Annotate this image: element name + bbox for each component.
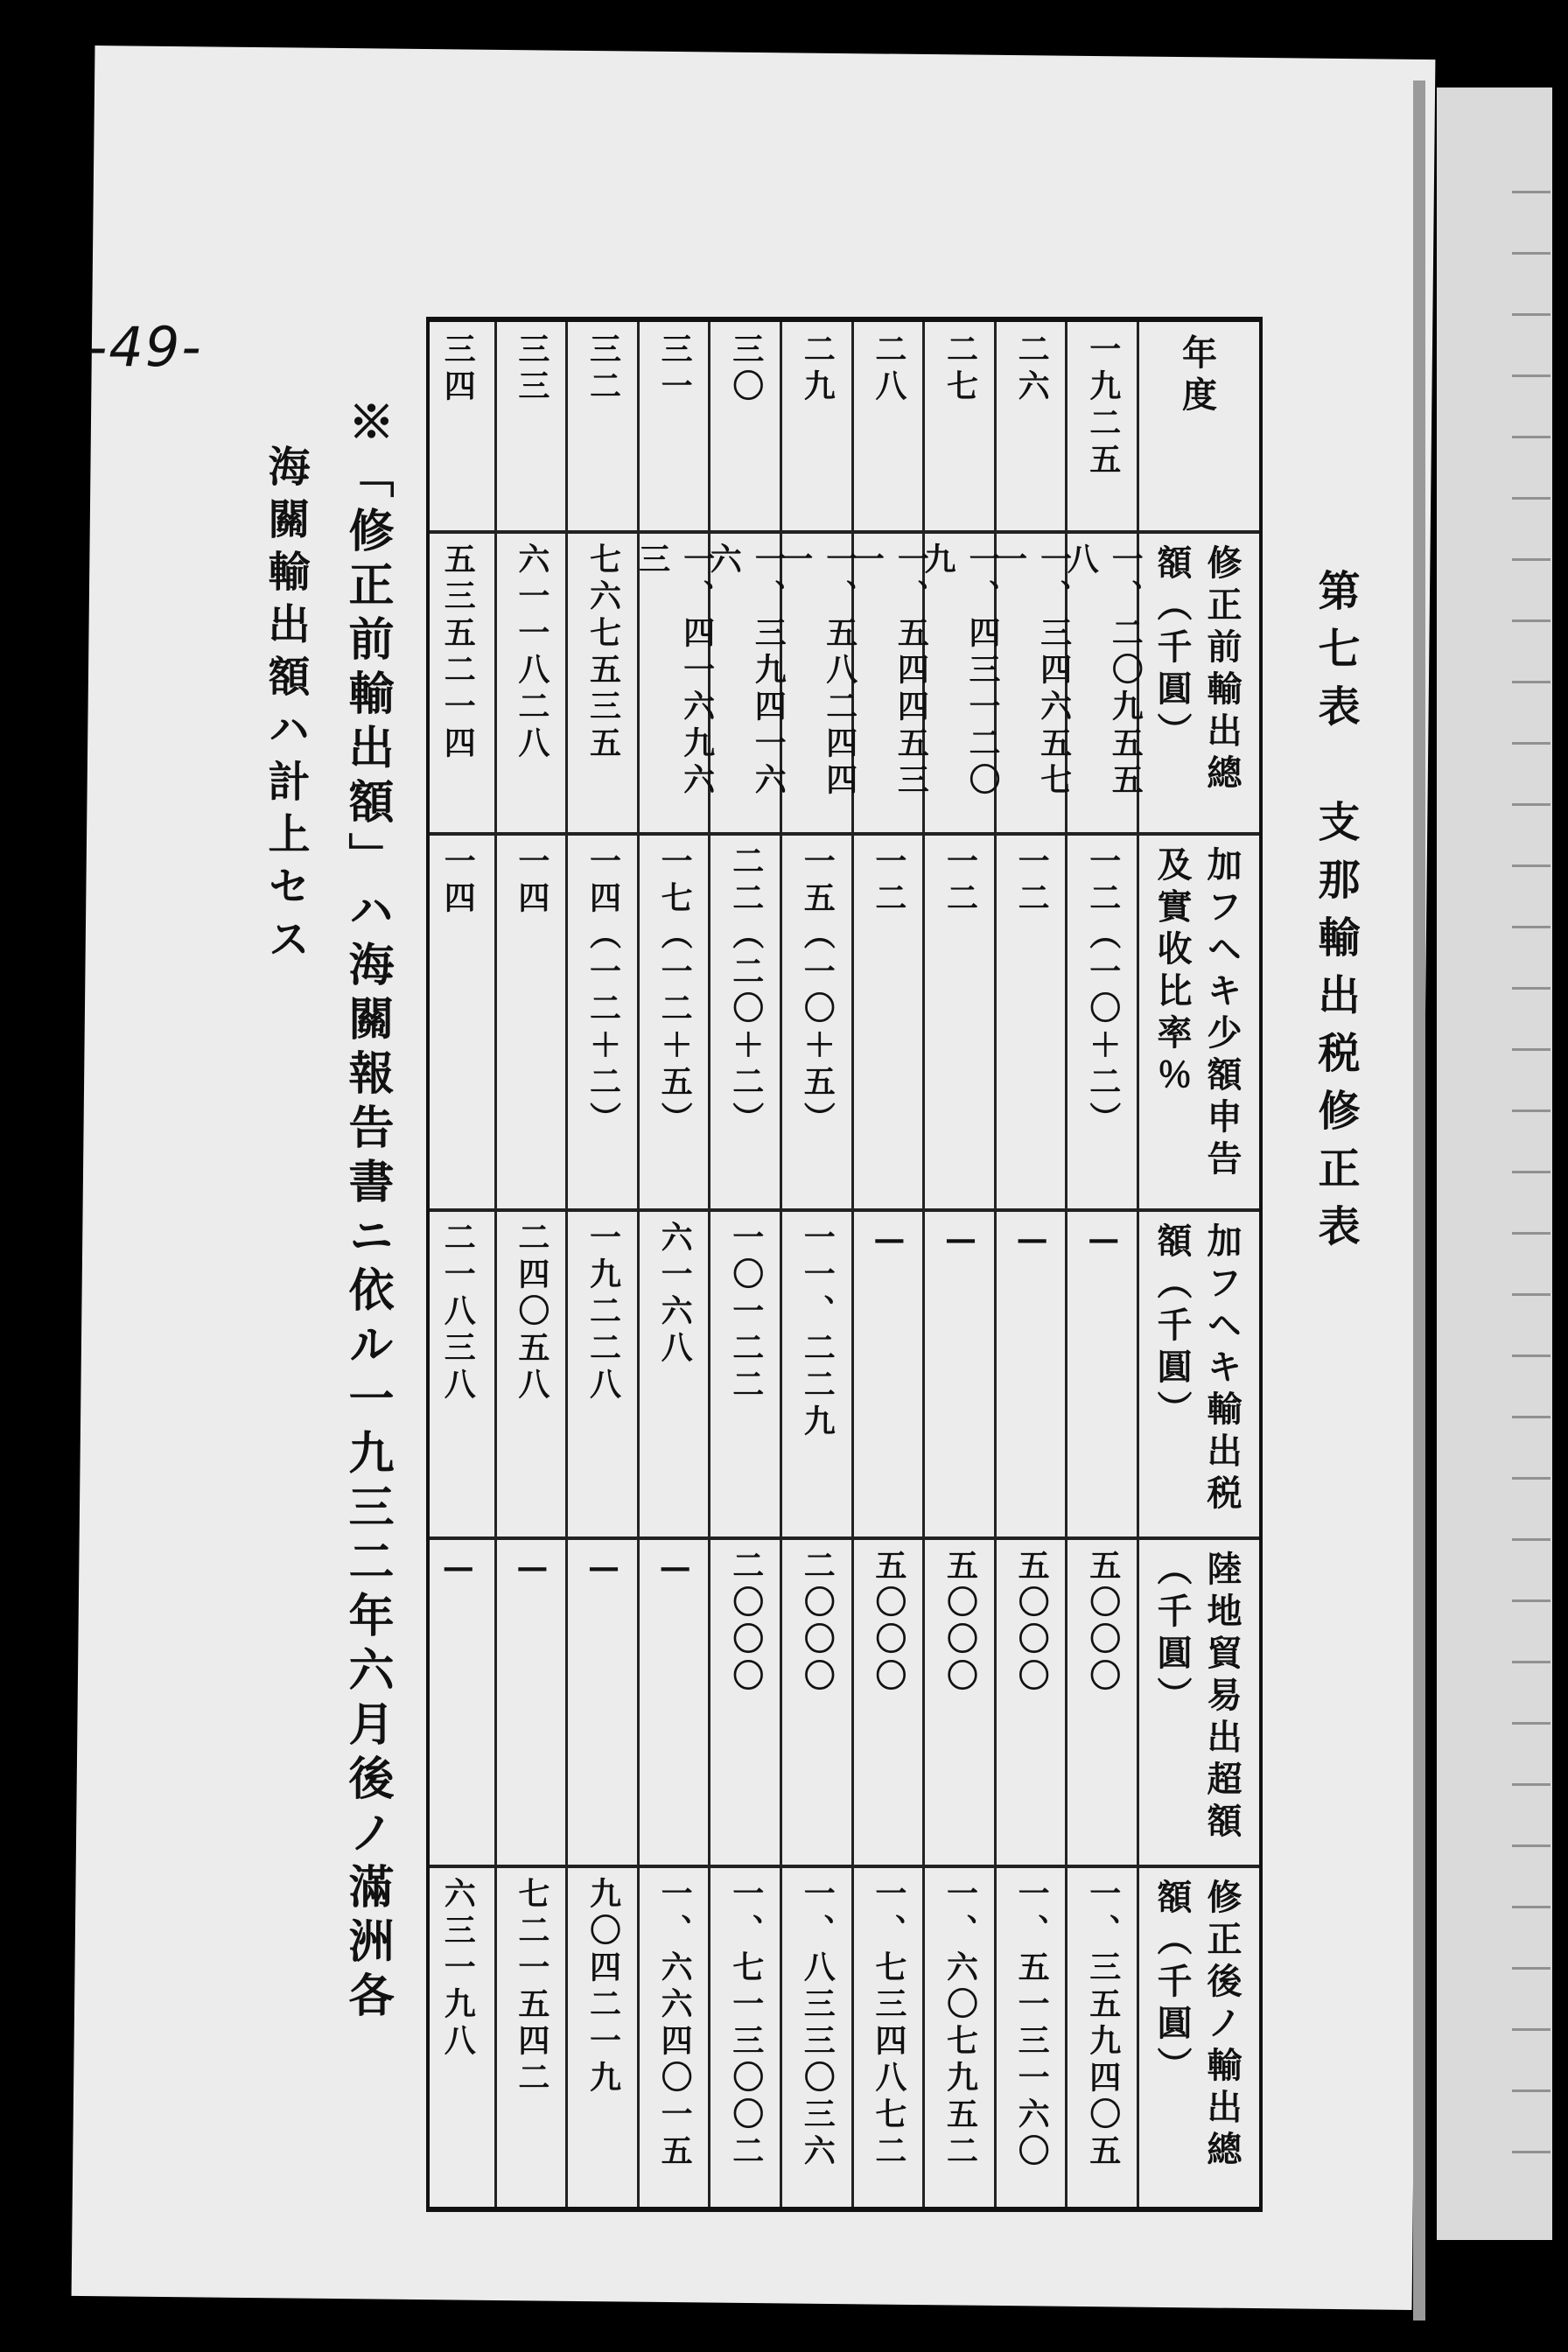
cell-value: 一四 bbox=[513, 844, 550, 918]
cell-value: 一九二五 bbox=[1084, 332, 1122, 480]
table-cell-added-tax bbox=[1068, 1221, 1139, 1531]
cell-value: — bbox=[514, 1549, 551, 1591]
table-cell-year bbox=[782, 332, 854, 525]
table-cell-year bbox=[997, 332, 1068, 525]
cell-value: 一、三九四一六六 bbox=[705, 542, 788, 800]
cell-value: 三二 bbox=[584, 332, 622, 406]
table-cell-pre-total bbox=[919, 542, 1001, 827]
table-cell-added-tax bbox=[997, 1221, 1068, 1531]
cell-value: 一二 bbox=[942, 844, 979, 918]
cell-value: 一四（一二＋二） bbox=[584, 844, 622, 1138]
table-cell-post-total bbox=[640, 1877, 711, 2200]
cell-value: 二九 bbox=[799, 332, 836, 406]
cell-value: — bbox=[656, 1549, 694, 1591]
cell-value: 三〇 bbox=[727, 332, 765, 406]
cell-value: 五〇〇〇 bbox=[1084, 1549, 1122, 1696]
header-cell-year bbox=[1139, 334, 1255, 523]
table-cell-rate bbox=[997, 844, 1068, 1203]
table-cell-land-trade bbox=[925, 1549, 997, 1859]
table-cell-added-tax bbox=[497, 1221, 569, 1531]
table-cell-post-total bbox=[423, 1877, 494, 2200]
table-cell-pre-total bbox=[705, 542, 788, 827]
cell-value: 五〇〇〇 bbox=[1013, 1549, 1051, 1696]
table-cell-added-tax bbox=[710, 1221, 782, 1531]
table-cell-post-total bbox=[568, 1877, 640, 2200]
table-cell-rate bbox=[423, 844, 494, 1203]
footnote-line-2: 海關輸出額ハ計上セス bbox=[261, 444, 310, 970]
cell-value: 六一一八二八 bbox=[513, 542, 550, 763]
cell-value: 五〇〇〇 bbox=[870, 1549, 907, 1696]
cell-value: 一二 bbox=[870, 844, 907, 918]
table-cell-rate bbox=[710, 844, 782, 1203]
cell-value: 一、二〇九五五八 bbox=[1062, 542, 1144, 800]
cell-value: 一、六六四〇一五 bbox=[656, 1877, 694, 2171]
cell-value: 一一、二二九 bbox=[799, 1221, 836, 1441]
cell-value: 一五（一〇＋五） bbox=[799, 844, 836, 1138]
cell-value: 一、八三三〇三六 bbox=[799, 1877, 836, 2171]
header-text: 陸地貿易出超額（千圓） bbox=[1152, 1550, 1242, 1844]
table-cell-year bbox=[568, 332, 640, 525]
table-cell-added-tax bbox=[782, 1221, 854, 1531]
cell-value: — bbox=[942, 1221, 979, 1263]
cell-value: 二二（二〇＋二） bbox=[727, 844, 765, 1138]
cell-value: 三三 bbox=[513, 332, 550, 406]
cell-value: 二四〇五八 bbox=[513, 1221, 550, 1404]
table-cell-year bbox=[1068, 332, 1139, 525]
cell-value: 七六七五三五 bbox=[584, 542, 622, 763]
cell-value: 二〇〇〇 bbox=[799, 1549, 836, 1696]
table-cell-post-total bbox=[497, 1877, 569, 2200]
table-cell-pre-total bbox=[497, 542, 569, 827]
cell-value: 五〇〇〇 bbox=[942, 1549, 979, 1696]
table-cell-year bbox=[497, 332, 569, 525]
table-row bbox=[634, 322, 716, 2207]
cell-value: 一、四一六九六三 bbox=[634, 542, 716, 800]
cell-value: 一二（一〇＋二） bbox=[1084, 844, 1122, 1138]
table-cell-rate bbox=[497, 844, 569, 1203]
header-cell-added-tax bbox=[1139, 1222, 1255, 1530]
cell-value: 二一八三八 bbox=[439, 1221, 477, 1404]
table-cell-pre-total bbox=[848, 542, 930, 827]
cell-value: 一、七一三〇〇二 bbox=[727, 1877, 765, 2171]
table-cell-post-total bbox=[854, 1877, 926, 2200]
header-cell-post-total bbox=[1139, 1879, 1255, 2198]
table-cell-land-trade bbox=[497, 1549, 569, 1859]
header-text: 加フヘキ少額申告及實收比率％ bbox=[1152, 846, 1242, 1182]
cell-value: 六一六八 bbox=[656, 1221, 694, 1368]
table-cell-year bbox=[925, 332, 997, 525]
cell-value: 一二 bbox=[1013, 844, 1051, 918]
cell-value: — bbox=[1085, 1221, 1123, 1263]
table-cell-land-trade bbox=[640, 1549, 711, 1859]
table-cell-year bbox=[423, 332, 494, 525]
table-cell-year bbox=[854, 332, 926, 525]
table-cell-pre-total bbox=[1062, 542, 1144, 827]
data-table bbox=[426, 317, 1263, 2212]
cell-value: — bbox=[871, 1221, 908, 1263]
cell-value: 一、三四六五七一 bbox=[990, 542, 1073, 800]
cell-value: — bbox=[1013, 1221, 1051, 1263]
cell-value: 一七（一二＋五） bbox=[656, 844, 694, 1138]
table-cell-added-tax bbox=[854, 1221, 926, 1531]
table-cell-rate bbox=[925, 844, 997, 1203]
cell-value: 九〇四二一九 bbox=[584, 1877, 622, 2097]
binding-edge bbox=[1413, 80, 1425, 2320]
table-row bbox=[423, 322, 494, 2207]
table-cell-added-tax bbox=[423, 1221, 494, 1531]
cell-value: 二八 bbox=[870, 332, 907, 406]
table-cell-post-total bbox=[710, 1877, 782, 2200]
footnote-line-1: ※「修正前輸出額」ハ海關報告書ニ依ル一九三二年六月後ノ滿洲各 bbox=[340, 398, 394, 2026]
table-cell-rate bbox=[568, 844, 640, 1203]
table-cell-land-trade bbox=[710, 1549, 782, 1859]
table-cell-pre-total bbox=[634, 542, 716, 827]
table-cell-year bbox=[710, 332, 782, 525]
cell-value: — bbox=[439, 1549, 477, 1591]
cell-value: 三四 bbox=[439, 332, 477, 406]
table-cell-post-total bbox=[1068, 1877, 1139, 2200]
cell-value: 二七 bbox=[942, 332, 979, 406]
table-title: 第七表 支那輸出税修正表 bbox=[1311, 569, 1360, 1262]
header-column bbox=[1137, 322, 1255, 2207]
table-cell-year bbox=[640, 332, 711, 525]
cell-value: 二六 bbox=[1013, 332, 1051, 406]
header-cell-pre-total bbox=[1139, 544, 1255, 825]
header-text: 加フヘキ輸出税額（千圓） bbox=[1152, 1222, 1242, 1516]
table-cell-land-trade bbox=[568, 1549, 640, 1859]
page-number: -49- bbox=[88, 315, 203, 379]
table-cell-post-total bbox=[925, 1877, 997, 2200]
table-cell-pre-total bbox=[568, 542, 640, 827]
cell-value: 一、七三四八七二 bbox=[870, 1877, 907, 2171]
table-cell-rate bbox=[854, 844, 926, 1203]
cell-value: 五三五二一四 bbox=[439, 542, 477, 763]
cell-value: 一、六〇七九五二 bbox=[942, 1877, 979, 2171]
cell-value: 一、五一三一六〇 bbox=[1013, 1877, 1051, 2171]
adjacent-page-text-bleed bbox=[1512, 175, 1550, 2188]
header-text: 年度 bbox=[1176, 334, 1218, 418]
table-cell-land-trade bbox=[1068, 1549, 1139, 1859]
cell-value: 一九二二八 bbox=[584, 1221, 622, 1404]
table-cell-land-trade bbox=[854, 1549, 926, 1859]
header-cell-rate bbox=[1139, 846, 1255, 1201]
header-text: 修正前輸出總額（千圓） bbox=[1152, 544, 1242, 796]
header-text: 修正後ノ輸出總額（千圓） bbox=[1152, 1879, 1242, 2173]
table-row bbox=[565, 322, 640, 2207]
table-cell-pre-total bbox=[776, 542, 858, 827]
table-row bbox=[494, 322, 569, 2207]
header-cell-land-trade bbox=[1139, 1550, 1255, 1858]
cell-value: 一、五四四五三一 bbox=[848, 542, 930, 800]
table-cell-added-tax bbox=[568, 1221, 640, 1531]
table-cell-post-total bbox=[782, 1877, 854, 2200]
cell-value: 三一 bbox=[656, 332, 694, 406]
cell-value: 一四 bbox=[439, 844, 477, 918]
table-cell-added-tax bbox=[925, 1221, 997, 1531]
cell-value: 二〇〇〇 bbox=[727, 1549, 765, 1696]
cell-value: 一、三五九四〇五 bbox=[1084, 1877, 1122, 2171]
table-cell-rate bbox=[782, 844, 854, 1203]
table-cell-land-trade bbox=[997, 1549, 1068, 1859]
cell-value: 一〇一二二 bbox=[727, 1221, 765, 1404]
table-cell-pre-total bbox=[423, 542, 494, 827]
table-cell-post-total bbox=[997, 1877, 1068, 2200]
table-cell-added-tax bbox=[640, 1221, 711, 1531]
cell-value: — bbox=[584, 1549, 622, 1591]
table-cell-land-trade bbox=[423, 1549, 494, 1859]
table-cell-rate bbox=[1068, 844, 1139, 1203]
table-cell-rate bbox=[640, 844, 711, 1203]
cell-value: 七二一五四二 bbox=[513, 1877, 550, 2097]
table-cell-pre-total bbox=[990, 542, 1073, 827]
cell-value: 六三一九八 bbox=[439, 1877, 477, 2061]
table-cell-land-trade bbox=[782, 1549, 854, 1859]
cell-value: 一、五八二四四一 bbox=[776, 542, 858, 800]
cell-value: 一、四三一二〇九 bbox=[919, 542, 1001, 800]
